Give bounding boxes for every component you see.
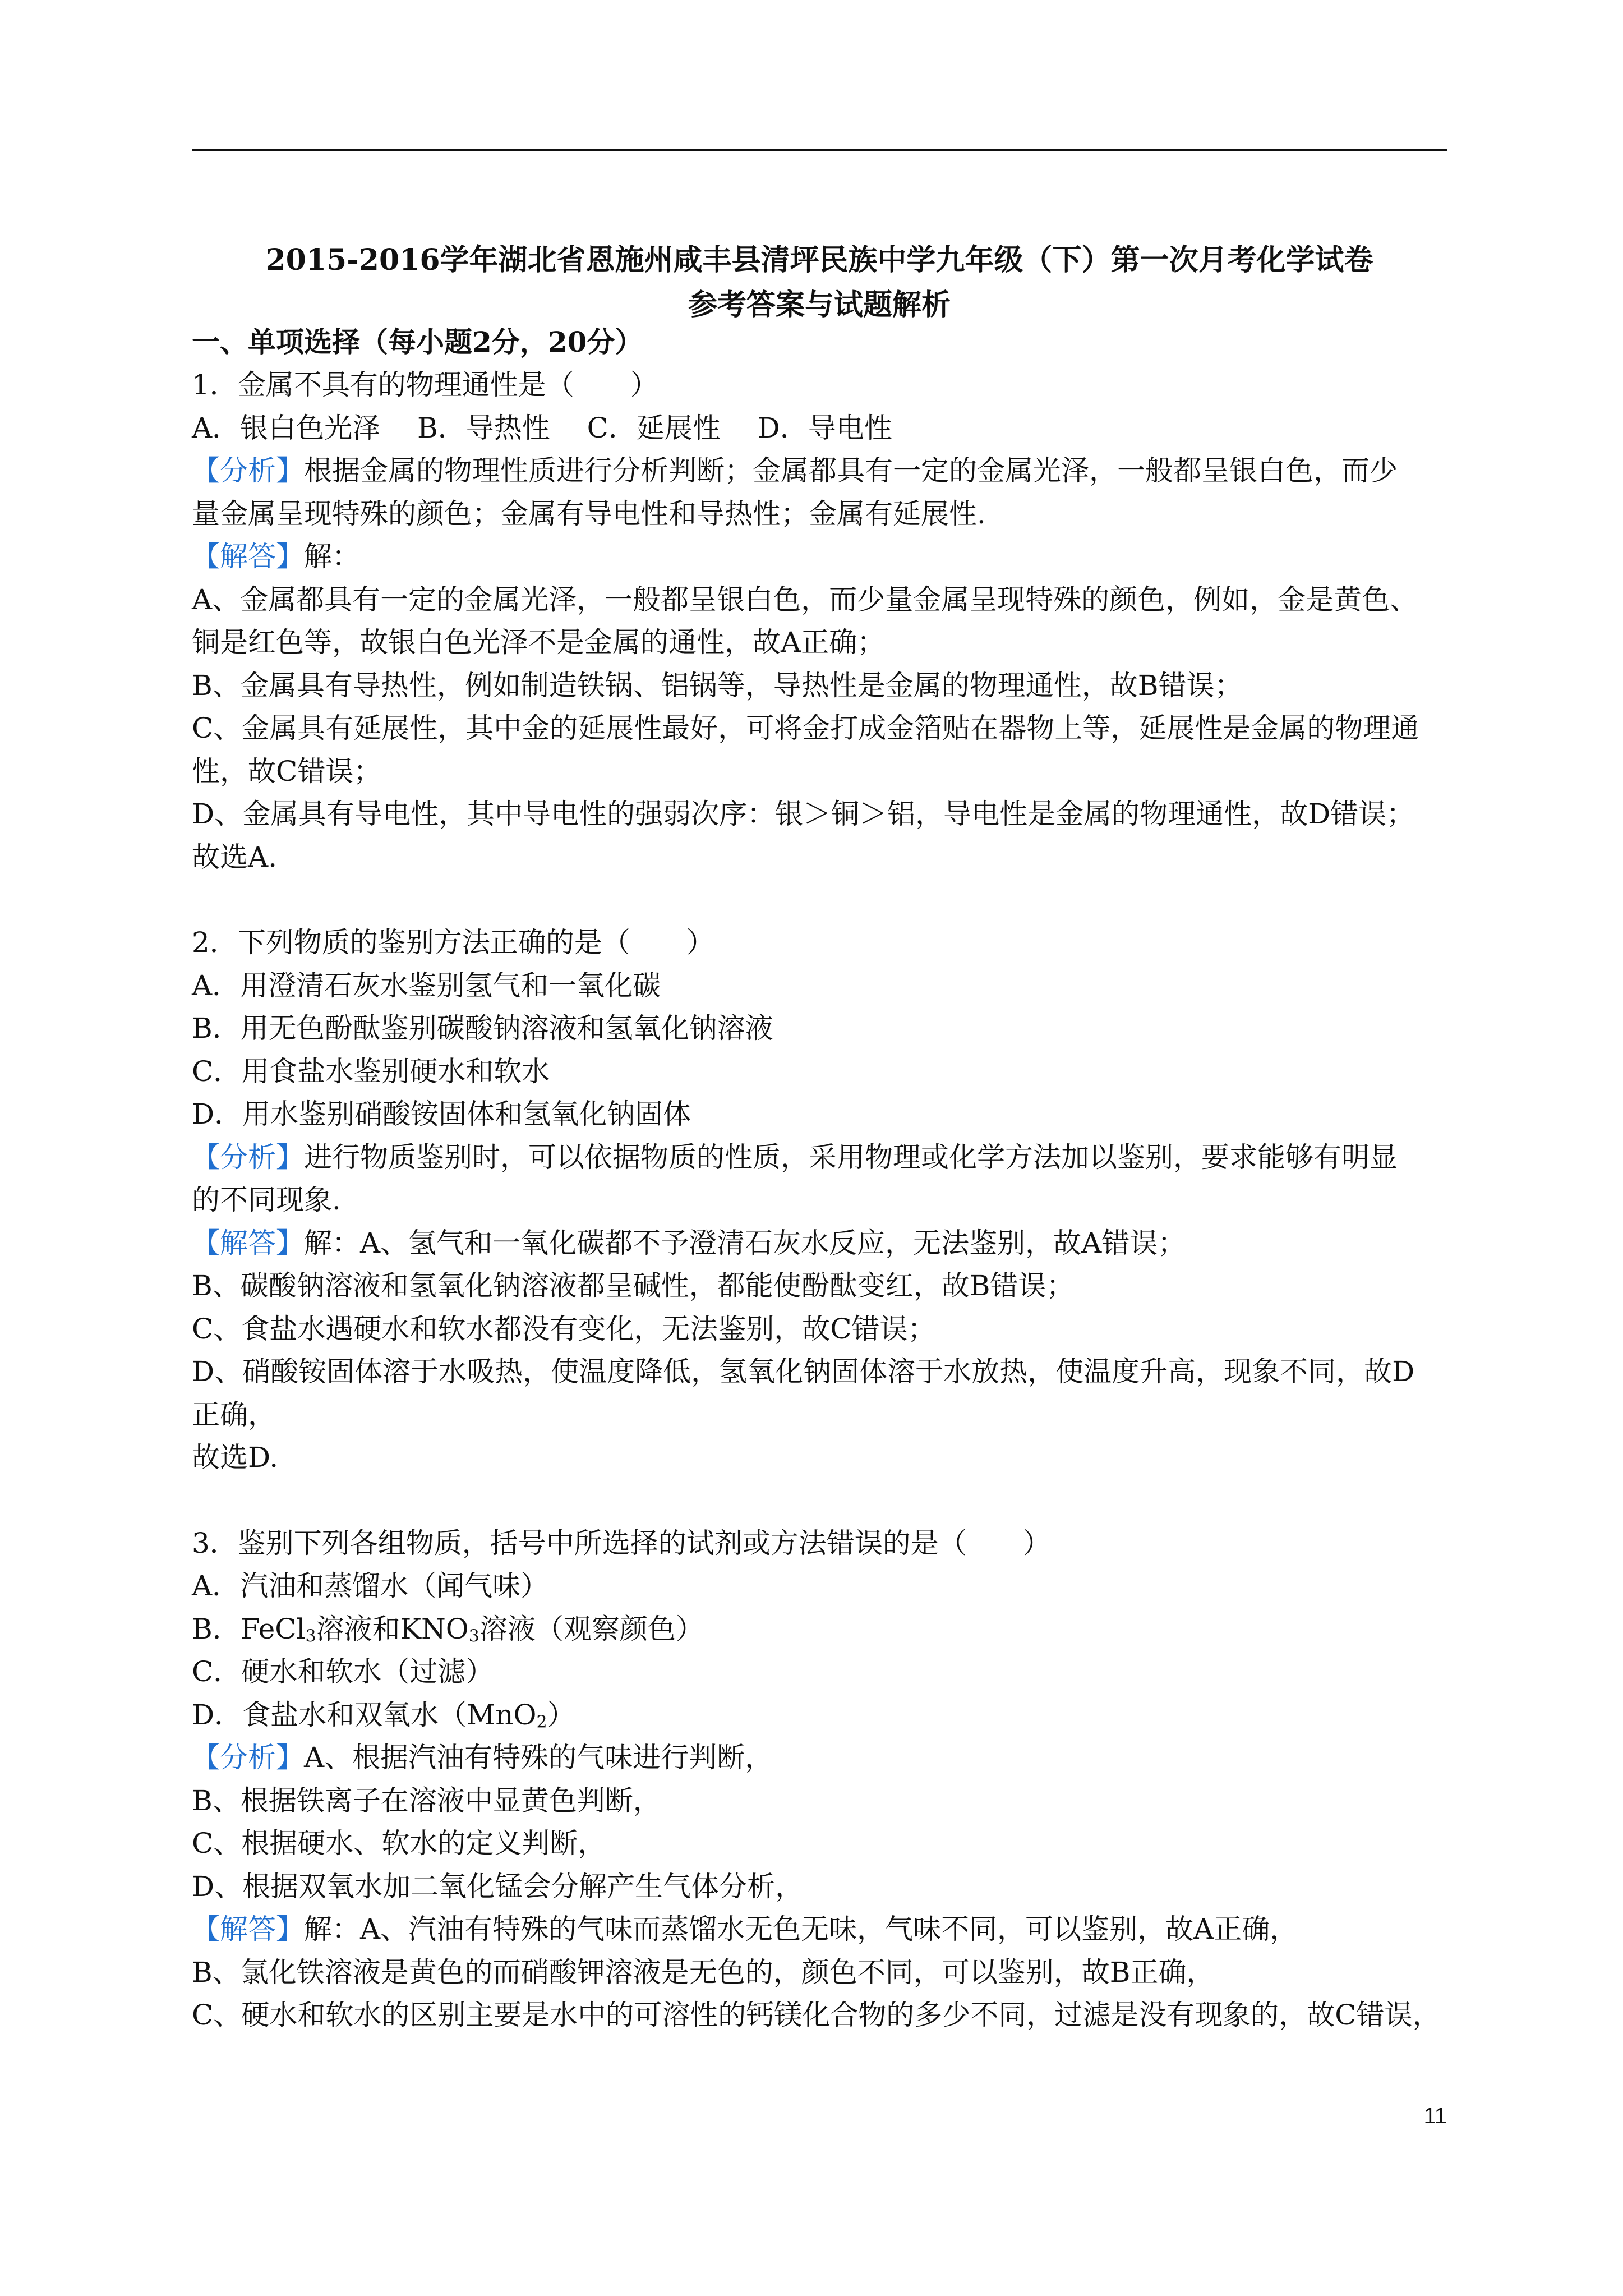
question-3-answer-line xyxy=(192,1908,1447,1951)
option-b-text: 溶液（观察颜色） xyxy=(479,1612,704,1645)
question-1-answer-line xyxy=(192,535,1447,578)
question-1-analysis-line xyxy=(192,449,1447,493)
question-1-answer-line: D、金属具有导电性，其中导电性的强弱次序：银＞铜＞铝，导电性是金属的物理通性，故D错误； xyxy=(192,798,1415,830)
analysis-text: 进行物质鉴别时，可以依据物质的性质，采用物理或化学方法加以鉴别，要求能够有明显 xyxy=(304,1140,1398,1174)
subscript: 3 xyxy=(468,1626,479,1646)
question-2-option: B．用无色酚酞鉴别碳酸钠溶液和氢氧化钠溶液 xyxy=(192,1012,773,1045)
analysis-text: 根据金属的物理性质进行分析判断；金属都具有一定的金属光泽，一般都呈银白色，而少 xyxy=(304,454,1398,487)
spacer xyxy=(192,1479,1447,1522)
question-3-stem: 3．鉴别下列各组物质，括号中所选择的试剂或方法错误的是（ ） xyxy=(192,1526,1051,1559)
question-3-answer-line: B、氯化铁溶液是黄色的而硝酸钾溶液是无色的，颜色不同，可以鉴别，故B正确， xyxy=(192,1955,1215,1989)
answer-tag: 【解答】 xyxy=(192,1913,304,1945)
question-2-answer-line: 故选D. xyxy=(192,1441,279,1474)
question-1-answer-line: 铜是红色等，故银白色光泽不是金属的通性，故A正确； xyxy=(192,626,886,659)
question-3-option-d xyxy=(192,1694,1447,1737)
question-3-option-a: A．汽油和蒸馏水（闻气味） xyxy=(192,1570,549,1602)
analysis-tag: 【分析】 xyxy=(192,1140,304,1174)
option-b-text: B．FeCl xyxy=(192,1612,306,1645)
question-2-option: C．用食盐水鉴别硬水和软水 xyxy=(192,1055,550,1088)
answer-text: 解：A、氢气和一氧化碳都不予澄清石灰水反应，无法鉴别，故A错误； xyxy=(304,1226,1186,1259)
analysis-tag: 【分析】 xyxy=(192,454,304,487)
document-subtitle: 参考答案与试题解析 xyxy=(688,288,951,322)
analysis-text: A、根据汽油有特殊的气味进行判断， xyxy=(304,1741,773,1774)
spacer xyxy=(192,878,1447,921)
question-1-answer-line: A、金属都具有一定的金属光泽，一般都呈银白色，而少量金属呈现特殊的颜色，例如，金是黄色、 xyxy=(192,583,1418,616)
question-2-answer-line: D、硝酸铵固体溶于水吸热，使温度降低，氢氧化钠固体溶于水放热，使温度升高，现象不同，故D xyxy=(192,1355,1415,1388)
question-2-answer-line: B、碳酸钠溶液和氢氧化钠溶液都呈碱性，都能使酚酞变红，故B错误； xyxy=(192,1269,1075,1302)
question-1-analysis-line: 量金属呈现特殊的颜色；金属有导电性和导热性；金属有延展性. xyxy=(192,497,986,530)
document-title: 2015-2016学年湖北省恩施州咸丰县清坪民族中学九年级（下）第一次月考化学试卷 xyxy=(265,243,1373,277)
question-2-option: A．用澄清石灰水鉴别氢气和一氧化碳 xyxy=(192,969,661,1002)
page-number: 11 xyxy=(1423,2104,1447,2128)
question-3-option-b xyxy=(192,1608,1447,1651)
subscript: 3 xyxy=(305,1626,316,1646)
document-body xyxy=(192,321,1447,2037)
question-2-answer-line: 正确， xyxy=(192,1398,276,1431)
question-2-analysis-line xyxy=(192,1136,1447,1179)
question-1-answer-line: 性，故C错误； xyxy=(192,754,382,788)
question-3-analysis-line xyxy=(192,1736,1447,1779)
option-d-text: ） xyxy=(547,1698,575,1731)
header-rule xyxy=(192,149,1447,151)
question-3-option-c: C．硬水和软水（过滤） xyxy=(192,1655,494,1688)
section-heading: 一、单项选择（每小题2分，20分） xyxy=(192,325,643,358)
question-1-options: A．银白色光泽 B．导热性 C．延展性 D．导电性 xyxy=(192,411,892,444)
question-3-answer-line: C、硬水和软水的区别主要是水中的可溶性的钙镁化合物的多少不同，过滤是没有现象的，故C错误， xyxy=(192,1999,1441,2031)
question-2-answer-line xyxy=(192,1222,1447,1265)
answer-text: 解：A、汽油有特殊的气味而蒸馏水无色无味，气味不同，可以鉴别，故A正确， xyxy=(304,1913,1298,1945)
question-3-analysis-line: D、根据双氧水加二氧化锰会分解产生气体分析， xyxy=(192,1870,804,1903)
question-1-answer-line: 故选A. xyxy=(192,840,278,873)
answer-text: 解： xyxy=(304,540,360,573)
question-2-option: D．用水鉴别硝酸铵固体和氢氧化钠固体 xyxy=(192,1098,691,1130)
question-2-analysis-line: 的不同现象. xyxy=(192,1184,341,1216)
question-2-stem: 2．下列物质的鉴别方法正确的是（ ） xyxy=(192,926,714,959)
answer-tag: 【解答】 xyxy=(192,540,304,573)
answer-tag: 【解答】 xyxy=(192,1226,304,1259)
question-1-answer-line: C、金属具有延展性，其中金的延展性最好，可将金打成金箔贴在器物上等，延展性是金属的物理通 xyxy=(192,712,1419,744)
question-3-analysis-line: B、根据铁离子在溶液中显黄色判断， xyxy=(192,1784,661,1817)
question-2-answer-line: C、食盐水遇硬水和软水都没有变化，无法鉴别，故C错误； xyxy=(192,1312,936,1345)
question-1-stem: 1．金属不具有的物理通性是（ ） xyxy=(192,369,658,401)
option-b-text: 溶液和KNO xyxy=(316,1612,469,1645)
question-3-analysis-line: C、根据硬水、软水的定义判断， xyxy=(192,1827,606,1860)
analysis-tag: 【分析】 xyxy=(192,1741,304,1774)
question-1-answer-line: B、金属具有导热性，例如制造铁锅、铝锅等，导热性是金属的物理通性，故B错误； xyxy=(192,669,1243,702)
option-d-text: D．食盐水和双氧水（MnO xyxy=(192,1698,537,1731)
subscript: 2 xyxy=(536,1711,547,1732)
